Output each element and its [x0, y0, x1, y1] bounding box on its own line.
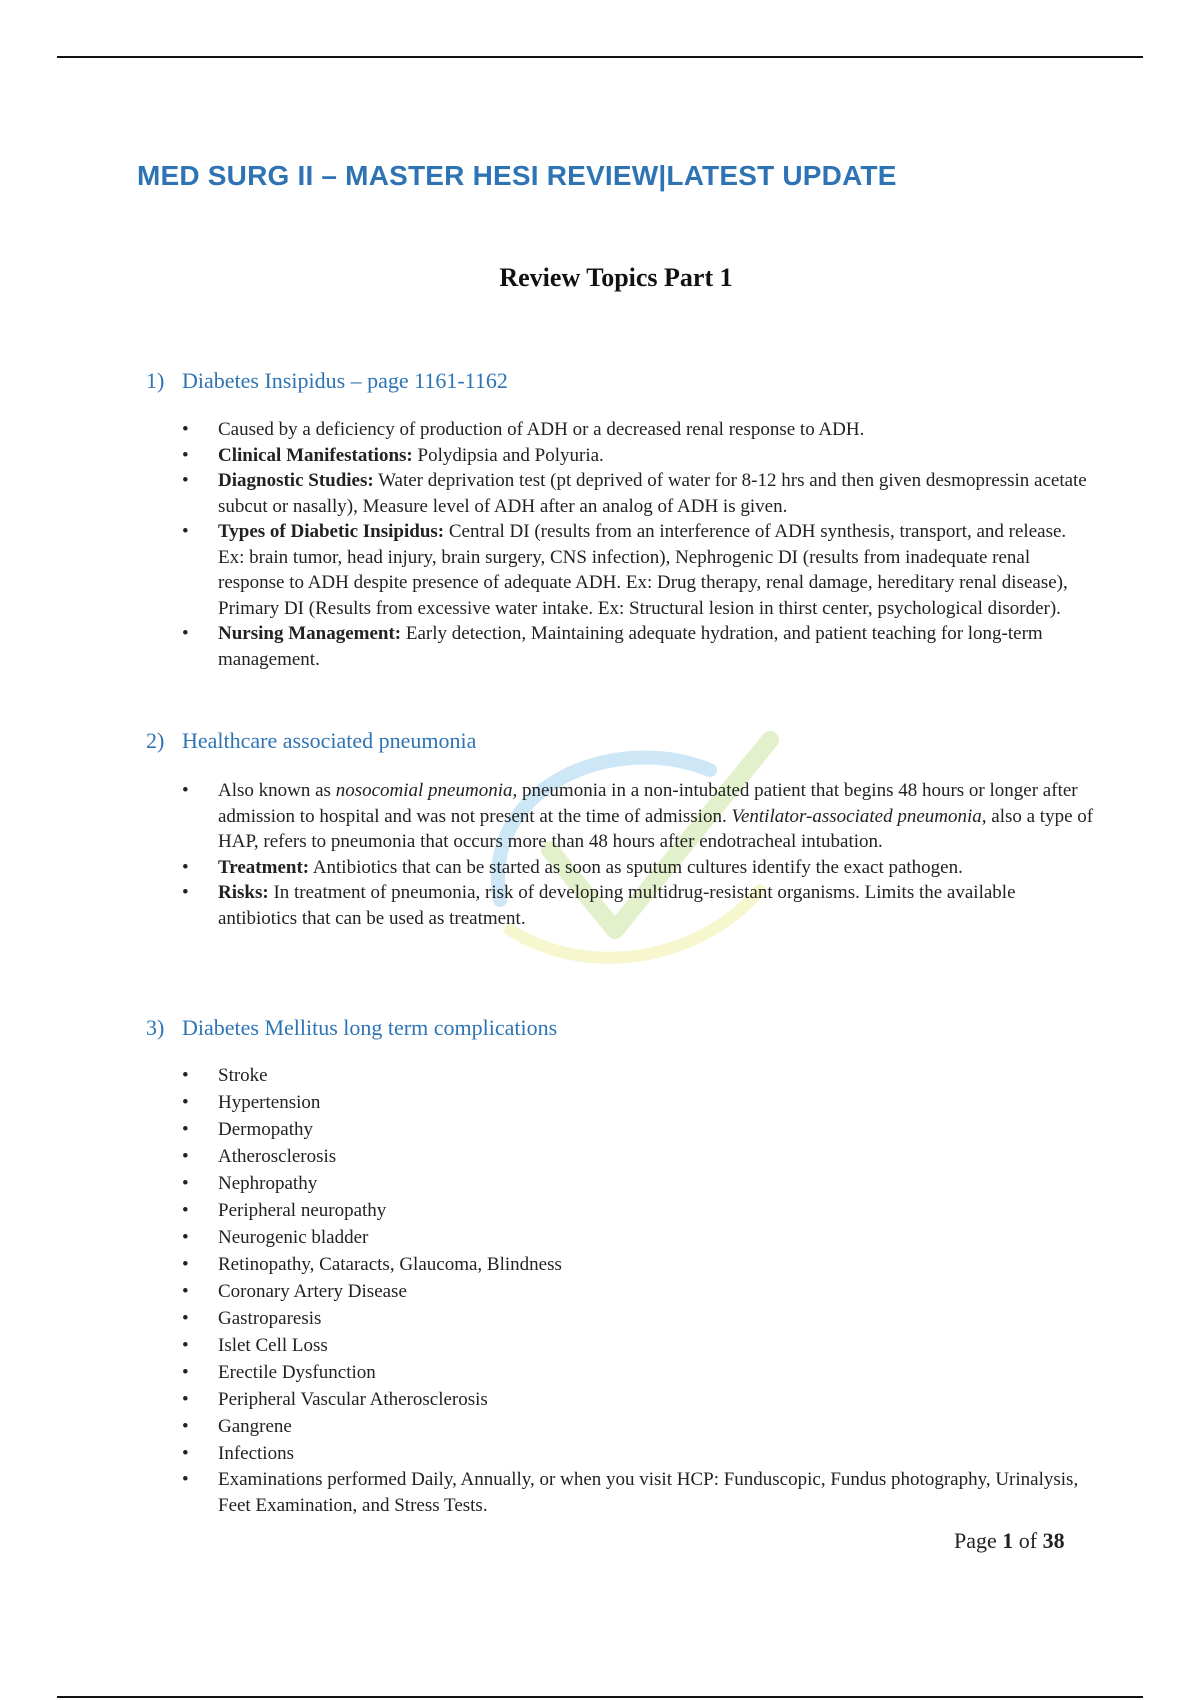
item-text: Dermopathy [218, 1119, 313, 1140]
list-item [182, 1143, 1094, 1170]
list-item [182, 417, 1094, 443]
list-item [182, 778, 1094, 855]
item-text: Examinations performed Daily, Annually, or when you visit HCP: Funduscopic, Fundus photography, Urinalysis, Feet Examination, and Stress Tests. [218, 1469, 1079, 1516]
bullet: • [182, 1443, 189, 1464]
bullet: • [182, 1469, 189, 1490]
item-label: Diagnostic Studies: [218, 470, 374, 491]
bullet: • [182, 1308, 189, 1329]
section-heading-diabetes-insipidus [146, 368, 508, 394]
item-text: Early detection, Maintaining adequate hydration, and patient teaching for long-term management. [218, 623, 1043, 670]
list-item [182, 519, 1094, 621]
list-item [182, 880, 1094, 931]
section-number: 1) [146, 368, 165, 393]
item-text: Central DI (results from an interference of ADH synthesis, transport, and release. Ex: brain tumor, head injury, brain surgery, CNS infection), Nephrogenic DI (results from inadequate renal response to ADH despite presence of adequate ADH. Ex: Drug therapy, renal damage, hereditary renal disease), Primary DI (Results from excessive water intake. Ex: Structural lesion in thirst center, psychological disorder). [218, 521, 1068, 619]
list-item [182, 1089, 1094, 1116]
list-item [182, 1062, 1094, 1089]
bullet: • [182, 1119, 189, 1140]
item-text: In treatment of pneumonia, risk of developing multidrug-resistant organisms. Limits the available antibiotics that can be used as treatment. [218, 882, 1016, 929]
item-text: Neurogenic bladder [218, 1227, 369, 1248]
bottom-rule [57, 1696, 1143, 1698]
list-item [182, 1332, 1094, 1359]
bullet: • [182, 623, 189, 644]
item-text: Nephropathy [218, 1173, 318, 1194]
bullet: • [182, 470, 189, 491]
page-total: 38 [1042, 1528, 1065, 1553]
page-mid: of [1013, 1528, 1043, 1553]
page-prefix: Page [954, 1528, 1003, 1553]
list-item [182, 1440, 1094, 1467]
item-text: Islet Cell Loss [218, 1335, 328, 1356]
item-text: Polydipsia and Polyuria. [412, 444, 604, 466]
item-text: Infections [218, 1443, 294, 1464]
bullet: • [182, 521, 189, 542]
item-text: also a type of HAP, refers to pneumonia that occurs more than 48 hours after endotracheal intubation. [218, 805, 1094, 852]
item-emphasis: Ventilator-associated pneumonia, [731, 805, 987, 827]
page-number [954, 1528, 1065, 1554]
item-text: Stroke [218, 1065, 268, 1086]
list-item [182, 1413, 1094, 1440]
item-label: Types of Diabetic Insipidus: [218, 521, 445, 542]
list-item [182, 1467, 1094, 1518]
bullet: • [182, 1335, 189, 1356]
list-item [182, 1386, 1094, 1413]
list-item [182, 1359, 1094, 1386]
section-heading-diabetes-complications [146, 1015, 557, 1041]
section-title: Diabetes Insipidus – page 1161-1162 [182, 368, 508, 393]
bullet: • [182, 1362, 189, 1383]
item-text: Water deprivation test (pt deprived of water for 8-12 hrs and then given desmopressin acetate subcut or nasally), Measure level of ADH after an analog of ADH is given. [218, 470, 1087, 517]
list-item [182, 1197, 1094, 1224]
bullet: • [182, 1200, 189, 1221]
bullet: • [182, 1389, 189, 1410]
item-text: pneumonia in a non-intubated patient that begins 48 hours or longer after admission to hospital and was not present at the time of admission. [218, 780, 1078, 827]
item-label: Clinical Manifestations: [218, 444, 413, 466]
top-rule [57, 56, 1143, 58]
item-text: Caused by a deficiency of production of ADH or a decreased renal response to ADH. [218, 419, 865, 440]
item-text: Peripheral Vascular Atherosclerosis [218, 1389, 488, 1410]
bullet: • [182, 1146, 189, 1167]
section-heading-healthcare-pneumonia [146, 728, 476, 754]
bullet: • [182, 1092, 189, 1113]
list-item [182, 1278, 1094, 1305]
bullet: • [182, 1065, 189, 1086]
item-text: Antibiotics that can be started as soon as sputum cultures identify the exact pathogen. [309, 856, 963, 878]
bullet: • [182, 780, 189, 801]
bullet: • [182, 419, 189, 440]
item-text: Retinopathy, Cataracts, Glaucoma, Blindness [218, 1254, 562, 1275]
bullet: • [182, 444, 189, 466]
list-item [182, 468, 1094, 519]
bullet: • [182, 1254, 189, 1275]
item-text: Peripheral neuropathy [218, 1200, 387, 1221]
document-title: MED SURG II – MASTER HESI REVIEW|LATEST UPDATE [137, 160, 897, 191]
list-item [182, 443, 1094, 469]
pneumonia-list [182, 778, 1094, 931]
item-text: Gangrene [218, 1416, 292, 1437]
item-text: Atherosclerosis [218, 1146, 337, 1167]
section-number: 2) [146, 728, 165, 753]
bullet: • [182, 1281, 189, 1302]
item-label: Risks: [218, 882, 269, 903]
document-subtitle: Review Topics Part 1 [499, 263, 733, 292]
list-item [182, 1305, 1094, 1332]
list-item [182, 1116, 1094, 1143]
item-text: Gastroparesis [218, 1308, 322, 1329]
section-title: Healthcare associated pneumonia [182, 728, 477, 753]
section-title: Diabetes Mellitus long term complications [182, 1015, 558, 1040]
item-text: Coronary Artery Disease [218, 1281, 407, 1302]
complications-list [182, 1062, 1094, 1518]
item-text: Also known as [218, 780, 336, 801]
list-item [182, 1170, 1094, 1197]
bullet: • [182, 1173, 189, 1194]
bullet: • [182, 1227, 189, 1248]
item-emphasis: nosocomial pneumonia, [335, 780, 518, 801]
item-text: Hypertension [218, 1092, 321, 1113]
list-item [182, 621, 1094, 672]
list-item [182, 1224, 1094, 1251]
section-number: 3) [146, 1015, 165, 1040]
page-current: 1 [1002, 1528, 1014, 1553]
bullet: • [182, 1416, 189, 1437]
item-label: Nursing Management: [218, 623, 402, 644]
item-label: Treatment: [218, 856, 310, 878]
item-text: Erectile Dysfunction [218, 1362, 376, 1383]
list-item [182, 855, 1094, 881]
list-item [182, 1251, 1094, 1278]
bullet: • [182, 882, 189, 903]
bullet: • [182, 856, 189, 878]
diabetes-insipidus-list [182, 417, 1094, 672]
